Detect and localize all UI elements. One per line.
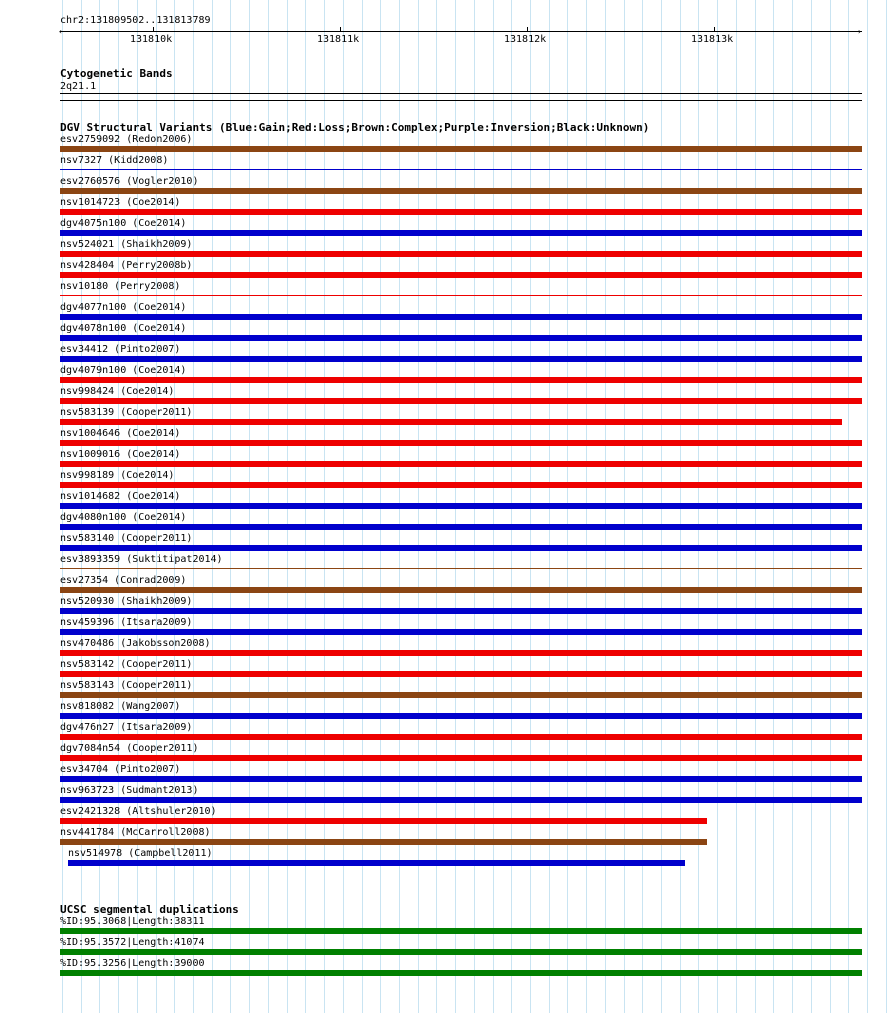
dgv-variant-bar[interactable]	[60, 713, 862, 719]
dgv-variant-label[interactable]: dgv4078n100 (Coe2014)	[60, 323, 187, 334]
dgv-variant-bar[interactable]	[60, 335, 862, 341]
dgv-variant-bar[interactable]	[60, 671, 862, 677]
dgv-variant-bar[interactable]	[60, 568, 862, 569]
dgv-variant-label[interactable]: nsv1009016 (Coe2014)	[60, 449, 181, 460]
dgv-variant-bar[interactable]	[60, 650, 862, 656]
cytoband-label: 2q21.1	[60, 81, 97, 92]
gridline	[867, 0, 868, 1013]
dgv-variant-label[interactable]: dgv4077n100 (Coe2014)	[60, 302, 187, 313]
dgv-variant-label[interactable]: nsv998189 (Coe2014)	[60, 470, 175, 481]
dgv-variant-bar[interactable]	[60, 419, 842, 425]
segdup-track-title: UCSC segmental duplications	[60, 903, 239, 916]
dgv-variant-bar[interactable]	[60, 776, 862, 782]
dgv-variant-bar[interactable]	[60, 482, 862, 488]
dgv-variant-label[interactable]: esv34704 (Pinto2007)	[60, 764, 181, 775]
ruler-axis	[60, 31, 862, 32]
gridline	[886, 0, 887, 1013]
dgv-variant-label[interactable]: dgv4080n100 (Coe2014)	[60, 512, 187, 523]
dgv-variant-label[interactable]: nsv1014682 (Coe2014)	[60, 491, 181, 502]
cytoband-bottom-rule	[60, 100, 862, 101]
dgv-variant-label[interactable]: esv34412 (Pinto2007)	[60, 344, 181, 355]
dgv-variant-bar[interactable]	[60, 839, 707, 845]
dgv-variant-label[interactable]: nsv520930 (Shaikh2009)	[60, 596, 193, 607]
dgv-variant-label[interactable]: esv3893359 (Suktitipat2014)	[60, 554, 223, 565]
ruler-tick-label: 131813k	[691, 34, 734, 45]
dgv-variant-label[interactable]: nsv441784 (McCarroll2008)	[60, 827, 211, 838]
ruler-tick	[527, 27, 528, 32]
dgv-variant-label[interactable]: esv2421328 (Altshuler2010)	[60, 806, 217, 817]
dgv-variant-label[interactable]: nsv583142 (Cooper2011)	[60, 659, 193, 670]
dgv-variant-bar[interactable]	[60, 755, 862, 761]
dgv-variant-label[interactable]: nsv470486 (Jakobsson2008)	[60, 638, 211, 649]
dgv-variant-label[interactable]: dgv4079n100 (Coe2014)	[60, 365, 187, 376]
dgv-variant-label[interactable]: esv27354 (Conrad2009)	[60, 575, 187, 586]
dgv-variant-bar[interactable]	[60, 818, 707, 824]
dgv-variant-bar[interactable]	[60, 272, 862, 278]
dgv-variant-label[interactable]: nsv583140 (Cooper2011)	[60, 533, 193, 544]
ruler-tick	[340, 27, 341, 32]
ruler-left-arrow-icon: ‹	[58, 27, 63, 36]
segdup-bar[interactable]	[60, 949, 862, 955]
dgv-variant-bar[interactable]	[60, 734, 862, 740]
segdup-bar[interactable]	[60, 928, 862, 934]
dgv-variant-label[interactable]: esv2759092 (Redon2006)	[60, 134, 193, 145]
dgv-variant-bar[interactable]	[60, 209, 862, 215]
dgv-variant-label[interactable]: nsv428404 (Perry2008b)	[60, 260, 193, 271]
cytoband-top-rule	[60, 93, 862, 94]
dgv-variant-bar[interactable]	[60, 314, 862, 320]
dgv-variant-bar[interactable]	[60, 188, 862, 194]
dgv-variant-bar[interactable]	[60, 251, 862, 257]
dgv-variant-label[interactable]: nsv1004646 (Coe2014)	[60, 428, 181, 439]
dgv-variant-bar[interactable]	[60, 169, 862, 170]
dgv-track-title: DGV Structural Variants (Blue:Gain;Red:Loss;Brown:Complex;Purple:Inversion;Black:Unknown)	[60, 121, 650, 134]
segdup-bar[interactable]	[60, 970, 862, 976]
dgv-variant-bar[interactable]	[60, 587, 862, 593]
ruler-tick-label: 131812k	[504, 34, 547, 45]
dgv-variant-bar[interactable]	[60, 629, 862, 635]
dgv-variant-bar[interactable]	[60, 377, 862, 383]
dgv-variant-label[interactable]: nsv818082 (Wang2007)	[60, 701, 181, 712]
dgv-variant-label[interactable]: esv2760576 (Vogler2010)	[60, 176, 199, 187]
dgv-variant-label[interactable]: nsv998424 (Coe2014)	[60, 386, 175, 397]
dgv-variant-bar[interactable]	[60, 797, 862, 803]
dgv-variant-label[interactable]: nsv7327 (Kidd2008)	[60, 155, 169, 166]
dgv-variant-label[interactable]: nsv514978 (Campbell2011)	[68, 848, 213, 859]
segdup-label[interactable]: %ID:95.3572|Length:41074	[60, 937, 205, 948]
dgv-variant-label[interactable]: nsv524021 (Shaikh2009)	[60, 239, 193, 250]
dgv-variant-label[interactable]: dgv476n27 (Itsara2009)	[60, 722, 193, 733]
ruler-tick-label: 131811k	[317, 34, 360, 45]
dgv-variant-label[interactable]: dgv4075n100 (Coe2014)	[60, 218, 187, 229]
dgv-variant-bar[interactable]	[60, 524, 862, 530]
ruler-tick-label: 131810k	[130, 34, 173, 45]
ruler-tick	[714, 27, 715, 32]
dgv-variant-bar[interactable]	[60, 461, 862, 467]
dgv-variant-bar[interactable]	[60, 230, 862, 236]
dgv-variant-bar[interactable]	[60, 503, 862, 509]
dgv-variant-bar[interactable]	[60, 545, 862, 551]
dgv-variant-bar[interactable]	[68, 860, 685, 866]
dgv-variant-label[interactable]: nsv459396 (Itsara2009)	[60, 617, 193, 628]
dgv-variant-bar[interactable]	[60, 146, 862, 152]
dgv-variant-bar[interactable]	[60, 295, 862, 296]
dgv-variant-label[interactable]: nsv963723 (Sudmant2013)	[60, 785, 199, 796]
dgv-variant-bar[interactable]	[60, 356, 862, 362]
segdup-label[interactable]: %ID:95.3256|Length:39000	[60, 958, 205, 969]
dgv-variant-bar[interactable]	[60, 398, 862, 404]
cytoband-track-title: Cytogenetic Bands	[60, 67, 173, 80]
dgv-variant-label[interactable]: nsv10180 (Perry2008)	[60, 281, 181, 292]
dgv-variant-label[interactable]: nsv1014723 (Coe2014)	[60, 197, 181, 208]
dgv-variant-label[interactable]: nsv583143 (Cooper2011)	[60, 680, 193, 691]
ruler-position-label: chr2:131809502..131813789	[60, 15, 211, 26]
ruler-tick	[153, 27, 154, 32]
dgv-variant-bar[interactable]	[60, 608, 862, 614]
dgv-variant-label[interactable]: nsv583139 (Cooper2011)	[60, 407, 193, 418]
ruler-right-arrow-icon: ›	[857, 27, 862, 36]
dgv-variant-bar[interactable]	[60, 692, 862, 698]
dgv-variant-bar[interactable]	[60, 440, 862, 446]
segdup-label[interactable]: %ID:95.3068|Length:38311	[60, 916, 205, 927]
dgv-variant-label[interactable]: dgv7084n54 (Cooper2011)	[60, 743, 199, 754]
